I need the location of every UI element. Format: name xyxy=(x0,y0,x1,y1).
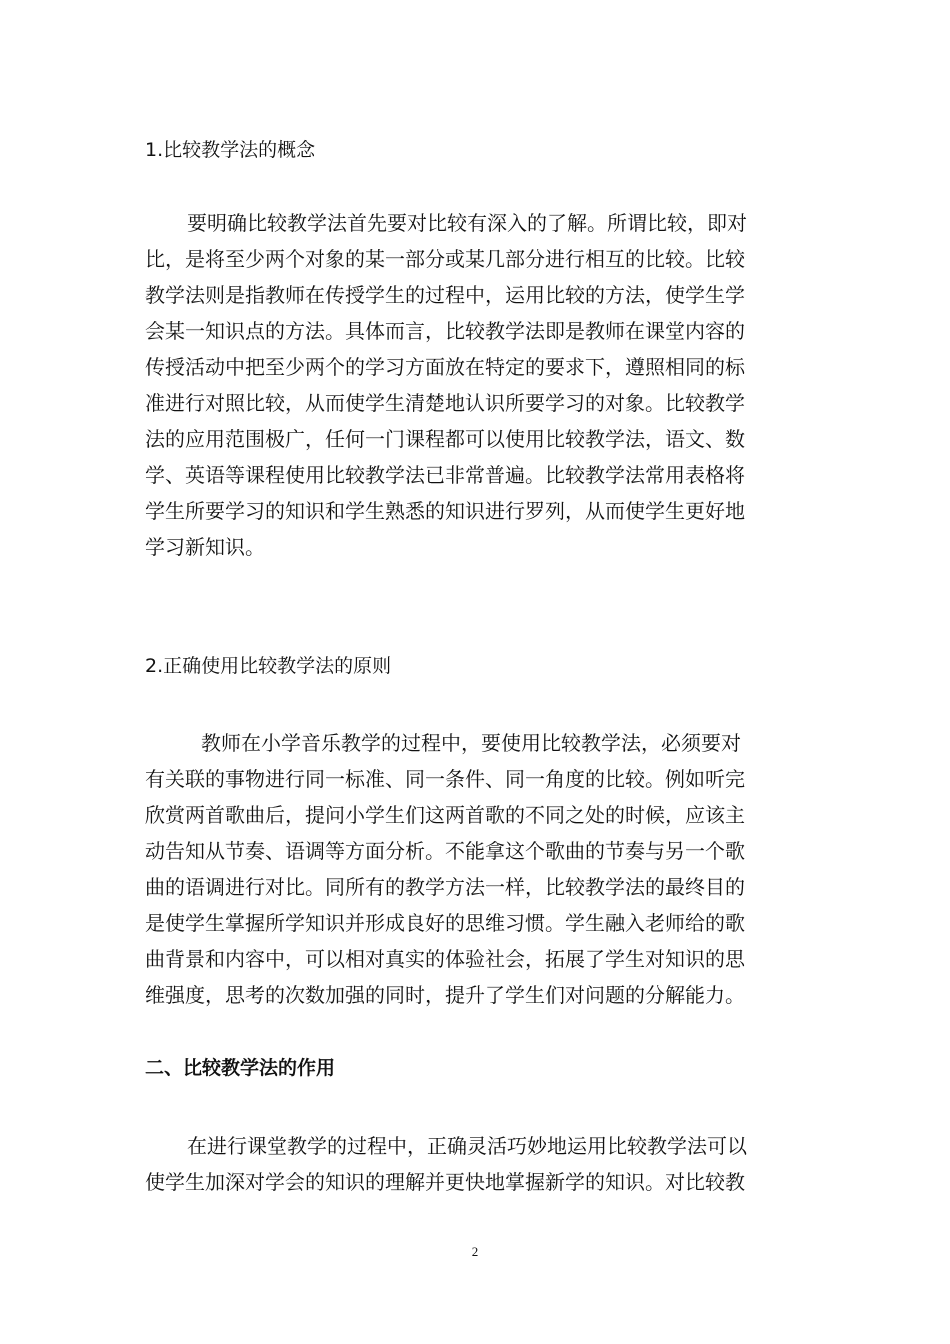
paragraph-line: 动告知从节奏、语调等方面分析。不能拿这个歌曲的节奏与另一个歌 xyxy=(145,839,745,863)
paragraph-line: 教学法则是指教师在传授学生的过程中，运用比较的方法，使学生学 xyxy=(145,283,745,307)
paragraph-line: 曲的语调进行对比。同所有的教学方法一样，比较教学法的最终目的 xyxy=(145,875,745,899)
section-heading-concept: 1.比较教学法的概念 xyxy=(145,139,316,161)
section-heading-functions: 二、比较教学法的作用 xyxy=(145,1057,336,1079)
paragraph-line: 传授活动中把至少两个的学习方面放在特定的要求下，遵照相同的标 xyxy=(145,355,745,379)
paragraph-line: 使学生加深对学会的知识的理解并更快地掌握新学的知识。对比较教 xyxy=(145,1170,745,1194)
paragraph-line: 学、英语等课程使用比较教学法已非常普遍。比较教学法常用表格将 xyxy=(145,463,745,487)
section-heading-principles: 2.正确使用比较教学法的原则 xyxy=(145,655,392,677)
paragraph-line: 比，是将至少两个对象的某一部分或某几部分进行相互的比较。比较 xyxy=(145,247,745,271)
paragraph-line: 维强度，思考的次数加强的同时，提升了学生们对问题的分解能力。 xyxy=(145,983,745,1007)
paragraph-functions xyxy=(145,1128,817,1200)
paragraph-principles xyxy=(145,725,817,1013)
paragraph-line: 学习新知识。 xyxy=(145,535,265,559)
paragraph-line: 在进行课堂教学的过程中，正确灵活巧妙地运用比较教学法可以 xyxy=(187,1134,747,1158)
paragraph-line: 准进行对照比较，从而使学生清楚地认识所要学习的对象。比较教学 xyxy=(145,391,745,415)
paragraph-line: 是使学生掌握所学知识并形成良好的思维习惯。学生融入老师给的歌 xyxy=(145,911,745,935)
paragraph-line: 要明确比较教学法首先要对比较有深入的了解。所谓比较，即对 xyxy=(187,211,747,235)
paragraph-line: 有关联的事物进行同一标准、同一条件、同一角度的比较。例如听完 xyxy=(145,767,745,791)
paragraph-concept xyxy=(145,205,817,565)
paragraph-line: 曲背景和内容中，可以相对真实的体验社会，拓展了学生对知识的思 xyxy=(145,947,745,971)
page-number: 2 xyxy=(471,1244,479,1259)
paragraph-line: 学生所要学习的知识和学生熟悉的知识进行罗列，从而使学生更好地 xyxy=(145,499,745,523)
paragraph-line: 会某一知识点的方法。具体而言，比较教学法即是教师在课堂内容的 xyxy=(145,319,745,343)
paragraph-line: 教师在小学音乐教学的过程中，要使用比较教学法，必须要对 xyxy=(201,731,741,755)
paragraph-line: 法的应用范围极广，任何一门课程都可以使用比较教学法，语文、数 xyxy=(145,427,745,451)
paragraph-line: 欣赏两首歌曲后，提问小学生们这两首歌的不同之处的时候，应该主 xyxy=(145,803,745,827)
